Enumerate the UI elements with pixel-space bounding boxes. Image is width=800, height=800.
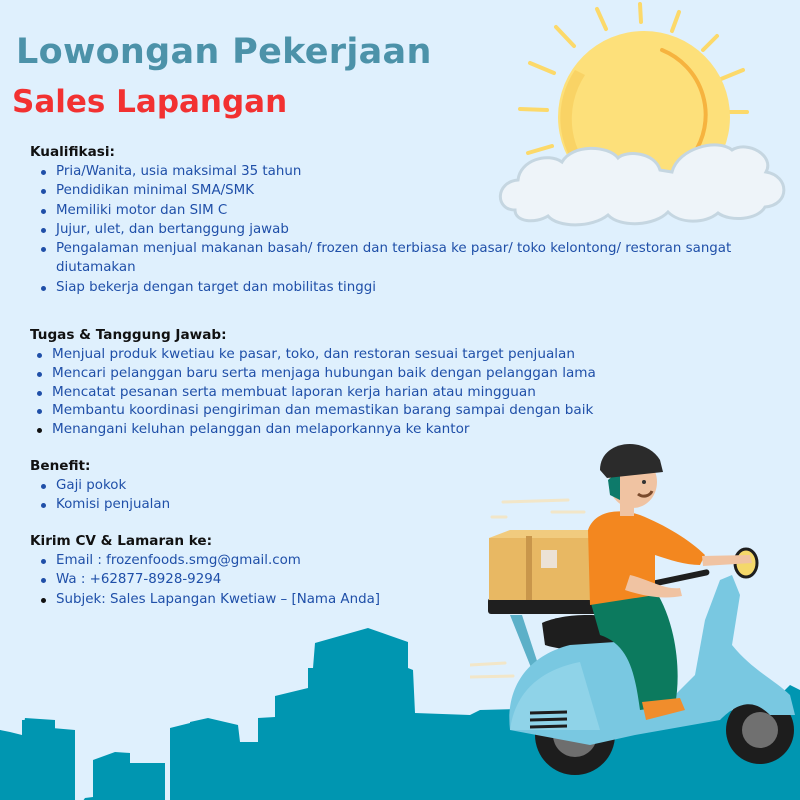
list-item: Komisi penjualan [30, 495, 170, 514]
list-item: Mencari pelanggan baru serta menjaga hubungan baik dengan pelanggan lama [30, 364, 750, 383]
list-item: Siap bekerja dengan target dan mobilitas tinggi [30, 278, 800, 297]
whatsapp-contact[interactable]: Wa : +62877-8928-9294 [30, 570, 380, 589]
apply-list [30, 551, 380, 609]
apply-heading: Kirim CV & Lamaran ke: [30, 533, 213, 549]
benefits-list [30, 476, 170, 515]
qualifications-section [30, 143, 800, 297]
delivery-scooter-rider-illustration [470, 430, 800, 800]
list-item: Gaji pokok [30, 476, 170, 495]
list-item: Jujur, ulet, dan bertanggung jawab [30, 220, 800, 239]
benefits-heading: Benefit: [30, 458, 91, 474]
list-item: Membantu koordinasi pengiriman dan memastikan barang sampai dengan baik [30, 401, 750, 420]
qualifications-heading: Kualifikasi: [30, 144, 115, 160]
page-title: Lowongan Pekerjaan [16, 32, 432, 72]
list-item: Mencatat pesanan serta membuat laporan kerja harian atau mingguan [30, 383, 750, 402]
job-position-title: Sales Lapangan [12, 84, 288, 120]
duties-list [30, 345, 750, 439]
benefits-section [30, 457, 170, 515]
list-item: Pendidikan minimal SMA/SMK [30, 181, 800, 200]
apply-section [30, 532, 380, 609]
duties-heading: Tugas & Tanggung Jawab: [30, 327, 227, 343]
email-subject: Subjek: Sales Lapangan Kwetiaw – [Nama Anda] [30, 590, 380, 609]
list-item: Memiliki motor dan SIM C [30, 201, 800, 220]
list-item: Pria/Wanita, usia maksimal 35 tahun [30, 162, 800, 181]
duties-section [30, 326, 750, 439]
email-contact[interactable]: Email : frozenfoods.smg@gmail.com [30, 551, 380, 570]
list-item: Pengalaman menjual makanan basah/ frozen dan terbiasa ke pasar/ toko kelontong/ restoran sangat diutamakan [30, 239, 791, 278]
list-item: Menjual produk kwetiau ke pasar, toko, dan restoran sesuai target penjualan [30, 345, 750, 364]
list-item: Menangani keluhan pelanggan dan melaporkannya ke kantor [30, 420, 750, 439]
qualifications-list [30, 162, 800, 297]
